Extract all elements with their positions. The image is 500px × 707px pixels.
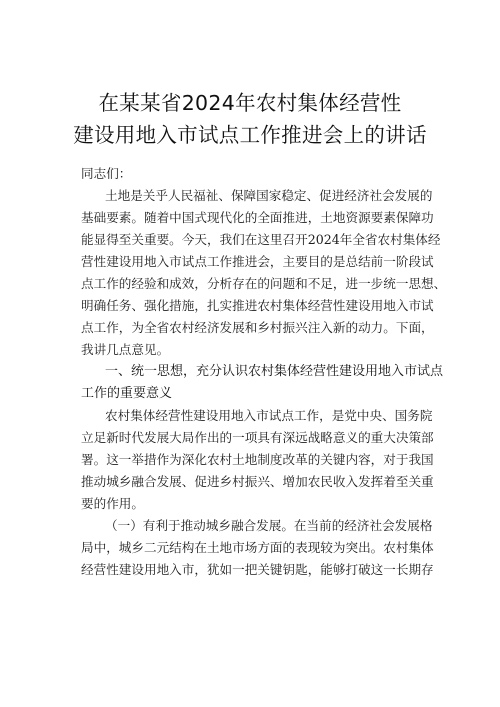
subsection-1-line: 经营性建设用地入市，犹如一把关键钥匙，能够打破这一长期存	[81, 562, 434, 577]
subsection-1-line: （一）有利于推动城乡融合发展。在当前的经济社会发展格	[105, 518, 433, 533]
intro-line: 明确任务、强化措施，扎实推进农村集体经营性建设用地入市试	[81, 298, 434, 313]
document-title-line-1: 在某某省2024年农村集体经营性	[98, 91, 402, 115]
intro-line: 土地是关乎人民福祉、保障国家稳定、促进经济社会发展的	[105, 188, 433, 203]
intro-line: 基础要素。随着中国式现代化的全面推进，土地资源要素保障功	[81, 210, 434, 225]
document-title-line-2: 建设用地入市试点工作推进会上的讲话	[73, 123, 427, 147]
intro-line: 点工作的经验和成效，分析存在的问题和不足，进一步统一思想、	[81, 276, 447, 291]
subsection-1-line: 局中，城乡二元结构在土地市场方面的表现较为突出。农村集体	[81, 540, 434, 555]
intro-line: 点工作，为全省农村经济发展和乡村振兴注入新的动力。下面，	[81, 320, 434, 335]
intro-line: 能显得至关重要。今天，我们在这里召开2024年全省农村集体经	[81, 232, 441, 247]
section-1-heading-continued: 工作的重要意义	[81, 386, 173, 401]
section-1-paragraph-line: 要的作用。	[81, 496, 144, 511]
salutation: 同志们：	[81, 166, 132, 181]
intro-line: 营性建设用地入市试点工作推进会，主要目的是总结前一阶段试	[81, 254, 434, 269]
section-1-paragraph-line: 推动城乡融合发展、促进乡村振兴、增加农民收入发挥着至关重	[81, 474, 434, 489]
section-1-paragraph-line: 立足新时代发展大局作出的一项具有深远战略意义的重大决策部	[81, 430, 434, 445]
section-1-heading: 一、统一思想，充分认识农村集体经营性建设用地入市试点	[105, 364, 444, 379]
section-1-paragraph-line: 农村集体经营性建设用地入市试点工作，是党中央、国务院	[105, 408, 433, 423]
section-1-paragraph-line: 署。这一举措作为深化农村土地制度改革的关键内容，对于我国	[81, 452, 434, 467]
intro-line: 我讲几点意见。	[81, 342, 170, 357]
